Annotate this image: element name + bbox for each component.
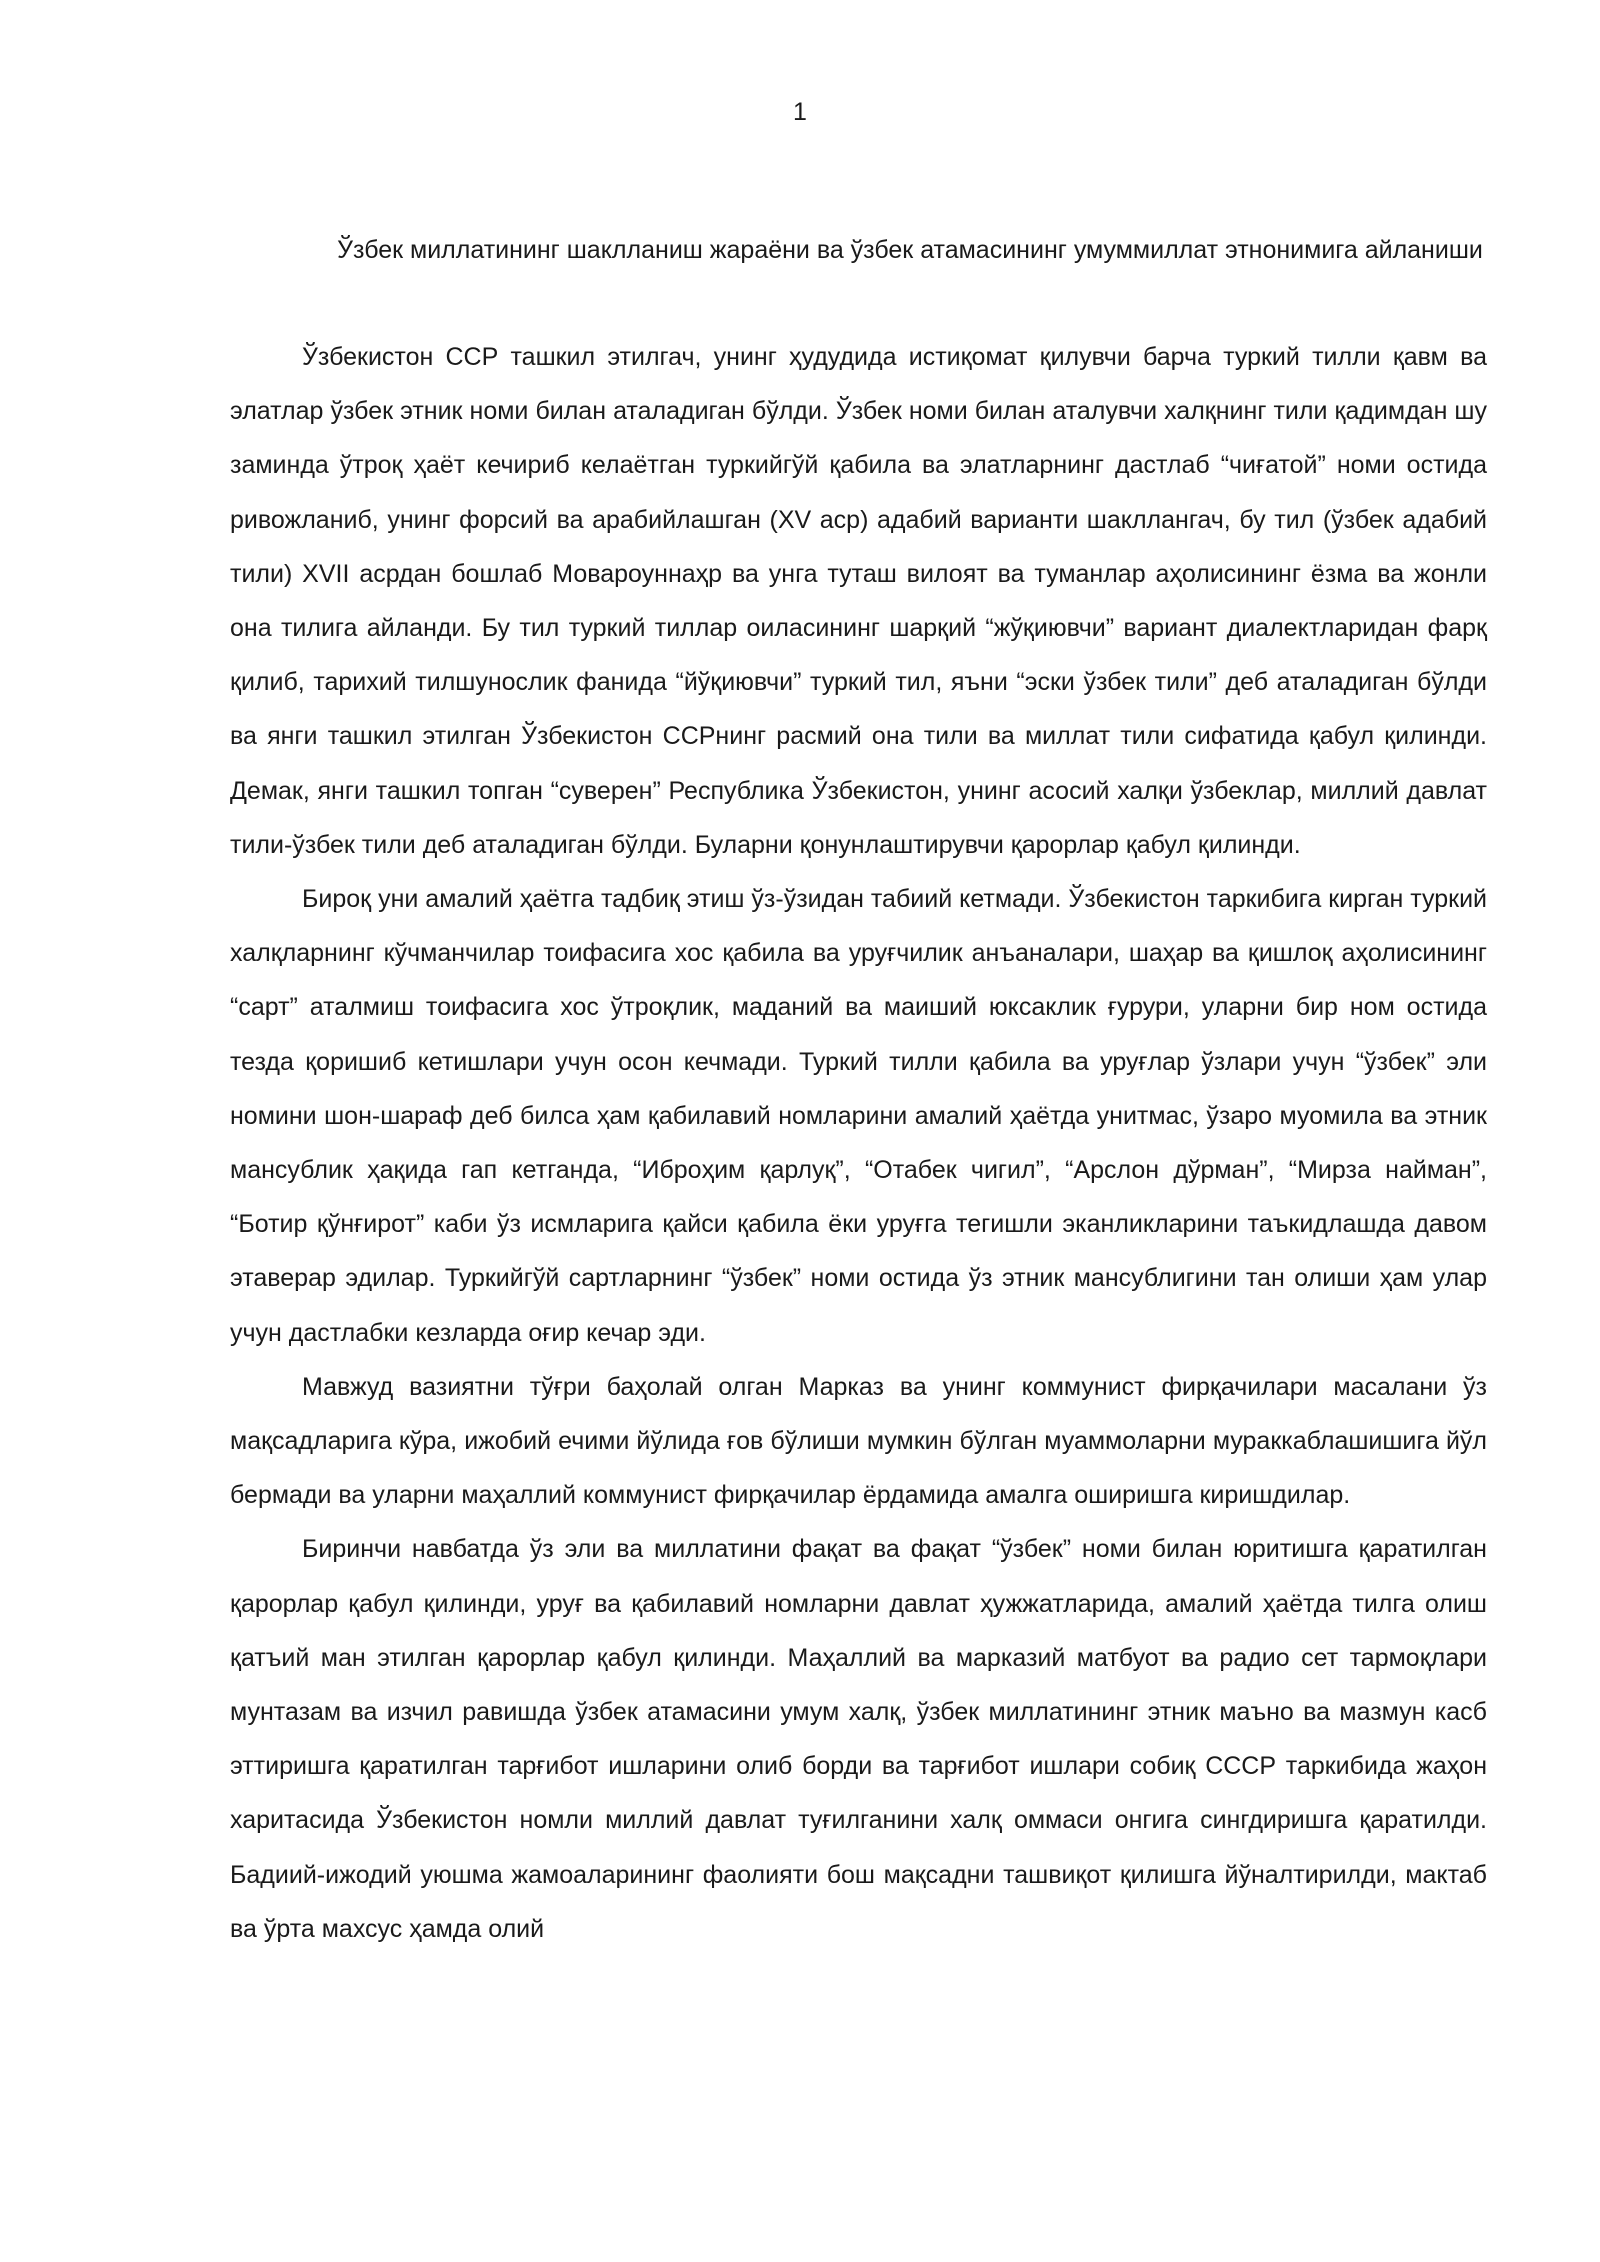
paragraph-1: Ўзбекистон ССР ташкил этилгач, унинг ҳудудида истиқомат қилувчи барча туркий тилли қавм ва элатлар ўзбек этник номи билан аталадиган бўлди. Ўзбек номи билан аталувчи халқнинг тили қадимдан шу заминда ўтроқ ҳаёт кечириб келаётган туркийгўй қабила ва элатларнинг дастлаб “чиғатой” номи остида ривожланиб, унинг форсий ва арабийлашган (XV аср) адабий варианти шакллангач, бу тил (ўзбек адабий тили) XVII асрдан бошлаб Мовароуннаҳр ва унга туташ вилоят ва туманлар аҳолисининг ёзма ва жонли она тилига айланди. Бу тил туркий тиллар оиласининг шарқий “жўқиювчи” вариант диалектларидан фарқ қилиб, тарихий тилшунослик фанида “йўқиювчи” туркий тил, яъни “эски ўзбек тили” деб аталадиган бўлди ва янги ташкил этилган Ўзбекистон ССРнинг расмий она тили ва миллат тили сифатида қабул қилинди. Демак, янги ташкил топган “суверен” Республика Ўзбекистон, унинг асосий халқи ўзбеклар, миллий давлат тили-ўзбек тили деб аталадиган бўлди. Буларни қонунлаштирувчи қарорлар қабул қилинди. bbox=[230, 343, 1487, 859]
document-body bbox=[230, 330, 1487, 1956]
page-number: 1 bbox=[793, 98, 807, 126]
paragraph-3: Мавжуд вазиятни тўғри баҳолай олган Марказ ва унинг коммунист фирқачилари масалани ўз мақсадларига кўра, ижобий ечими йўлида ғов бўлиши мумкин бўлган муаммоларни мураккаблашишига йўл бермади ва уларни маҳаллий коммунист фирқачилар ёрдамида амалга оширишга киришдилар. bbox=[230, 1372, 1487, 1510]
paragraph-4: Биринчи навбатда ўз эли ва миллатини фақат ва фақат “ўзбек” номи билан юритишга қаратилган қарорлар қабул қилинди, уруғ ва қабилавий номларни давлат ҳужжатларида, амалий ҳаётда тилга олиш қатъий ман этилган қарорлар қабул қилинди. Маҳаллий ва марказий матбуот ва радио сет тармоқлари мунтазам ва изчил равишда ўзбек атамасини умум халқ, ўзбек миллатининг этник маъно ва мазмун касб эттиришга қаратилган тарғибот ишларини олиб борди ва тарғибот ишлари собиқ СССР таркибида жаҳон харитасида Ўзбекистон номли миллий давлат туғилганини халқ оммаси онгига сингдиришга қаратилди. Бадиий-ижодий уюшма жамоаларининг фаолияти бош мақсадни ташвиқот қилишга йўналтирилди, мактаб ва ўрта махсус ҳамда олий bbox=[230, 1535, 1487, 1943]
document-title: Ўзбек миллатининг шаклланиш жараёни ва ўзбек атамасининг умуммиллат этнонимига айланиши bbox=[337, 236, 1483, 264]
paragraph-2: Бироқ уни амалий ҳаётга тадбиқ этиш ўз-ўзидан табиий кетмади. Ўзбекистон таркибига кирган туркий халқларнинг кўчманчилар тоифасига хос қабила ва уруғчилик анъаналари, шаҳар ва қишлоқ аҳолисининг “сарт” аталмиш тоифасига хос ўтроқлик, маданий ва маиший юксаклик ғурури, уларни бир ном остида тезда қоришиб кетишлари учун осон кечмади. Туркий тилли қабила ва уруғлар ўзлари учун “ўзбек” эли номини шон-шараф деб билса ҳам қабилавий номларини амалий ҳаётда унитмас, ўзаро муомила ва этник мансублик ҳақида гап кетганда, “Иброҳим қарлуқ”, “Отабек чигил”, “Арслон дўрман”, “Мирза найман”, “Ботир қўнғирот” каби ўз исмларига қайси қабила ёки уруғга тегишли эканликларини таъкидлашда давом этаверар эдилар. Туркийгўй сартларнинг “ўзбек” номи остида ўз этник мансублигини тан олиши ҳам улар учун дастлабки кезларда оғир кечар эди. bbox=[230, 885, 1487, 1347]
